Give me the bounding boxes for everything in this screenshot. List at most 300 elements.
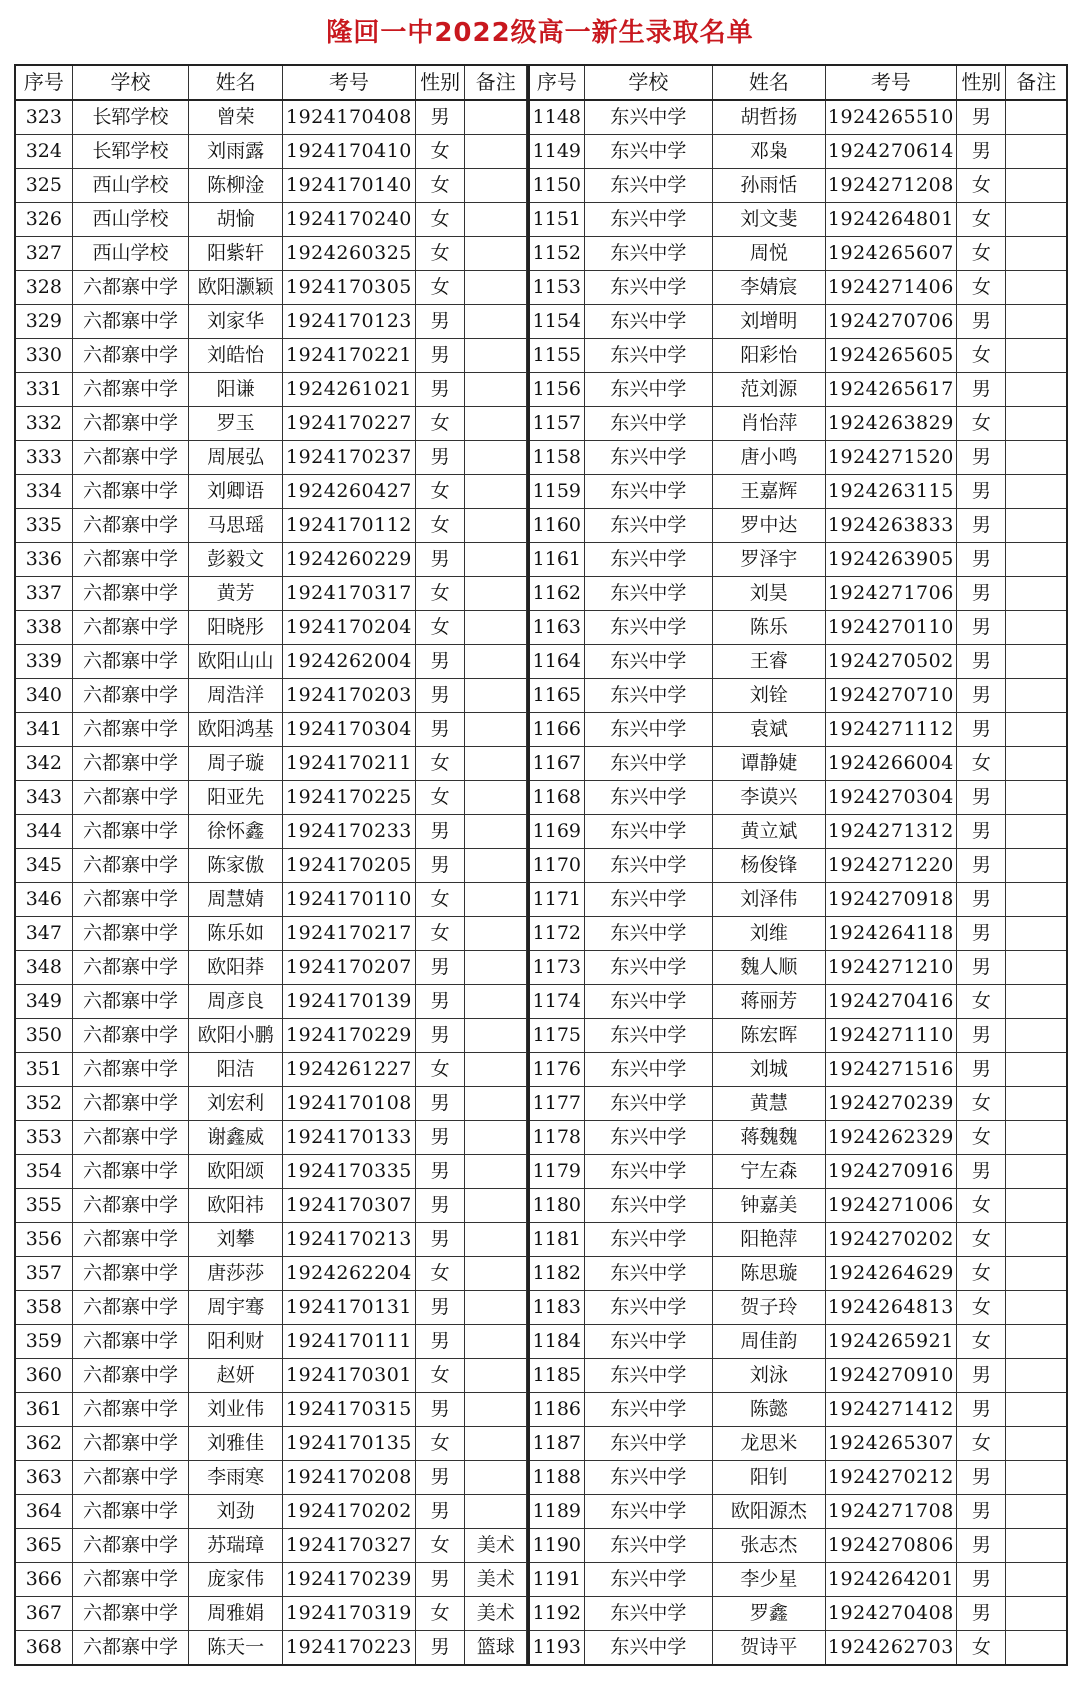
table-row — [529, 645, 1068, 679]
cell-school: 六都寨中学 — [72, 815, 189, 849]
cell-school: 六都寨中学 — [72, 1189, 189, 1223]
table-row — [529, 543, 1068, 577]
cell-index: 359 — [15, 1325, 72, 1359]
table-body-left — [15, 100, 527, 1665]
cell-school: 六都寨中学 — [72, 475, 189, 509]
cell-exam-number: 1924263905 — [825, 543, 957, 577]
cell-school: 东兴中学 — [584, 441, 712, 475]
cell-name: 李谟兴 — [713, 781, 825, 815]
cell-gender: 男 — [957, 713, 1006, 747]
table-row — [15, 1359, 527, 1393]
cell-school: 六都寨中学 — [72, 985, 189, 1019]
cell-remark — [465, 543, 527, 577]
cell-remark — [1006, 543, 1067, 577]
cell-gender: 男 — [415, 1291, 465, 1325]
cell-name: 周佳韵 — [713, 1325, 825, 1359]
cell-index: 1183 — [529, 1291, 585, 1325]
cell-school: 东兴中学 — [584, 407, 712, 441]
cell-name: 陈思璇 — [713, 1257, 825, 1291]
cell-exam-number: 1924262703 — [825, 1631, 957, 1666]
cell-index: 1175 — [529, 1019, 585, 1053]
cell-gender: 女 — [415, 611, 465, 645]
cell-gender: 女 — [415, 407, 465, 441]
cell-exam-number: 1924170123 — [283, 305, 416, 339]
cell-name: 周宇骞 — [189, 1291, 283, 1325]
cell-name: 陈乐如 — [189, 917, 283, 951]
cell-gender: 女 — [415, 237, 465, 271]
column-header-index: 序号 — [15, 65, 72, 100]
cell-gender: 男 — [957, 135, 1006, 169]
cell-gender: 男 — [415, 985, 465, 1019]
cell-exam-number: 1924170108 — [283, 1087, 416, 1121]
cell-index: 324 — [15, 135, 72, 169]
cell-index: 1167 — [529, 747, 585, 781]
cell-exam-number: 1924270239 — [825, 1087, 957, 1121]
cell-name: 袁斌 — [713, 713, 825, 747]
table-row — [15, 1223, 527, 1257]
cell-remark — [465, 985, 527, 1019]
cell-school: 东兴中学 — [584, 509, 712, 543]
cell-gender: 男 — [957, 509, 1006, 543]
cell-school: 东兴中学 — [584, 237, 712, 271]
cell-exam-number: 1924271312 — [825, 815, 957, 849]
cell-school: 六都寨中学 — [72, 1359, 189, 1393]
cell-exam-number: 1924170233 — [283, 815, 416, 849]
cell-gender: 男 — [957, 475, 1006, 509]
table-row — [15, 1427, 527, 1461]
cell-remark — [465, 849, 527, 883]
cell-remark: 美术 — [465, 1529, 527, 1563]
cell-name: 黄芳 — [189, 577, 283, 611]
cell-index: 1186 — [529, 1393, 585, 1427]
table-row — [15, 1189, 527, 1223]
cell-name: 阳利财 — [189, 1325, 283, 1359]
cell-remark — [1006, 747, 1067, 781]
table-row — [529, 1325, 1068, 1359]
cell-gender: 男 — [957, 373, 1006, 407]
cell-name: 欧阳源杰 — [713, 1495, 825, 1529]
table-row — [15, 1529, 527, 1563]
cell-index: 364 — [15, 1495, 72, 1529]
table-row — [529, 1087, 1068, 1121]
cell-name: 刘泽伟 — [713, 883, 825, 917]
cell-school: 东兴中学 — [584, 1155, 712, 1189]
cell-exam-number: 1924270910 — [825, 1359, 957, 1393]
cell-exam-number: 1924170335 — [283, 1155, 416, 1189]
cell-gender: 男 — [415, 679, 465, 713]
cell-remark — [1006, 849, 1067, 883]
cell-name: 周子璇 — [189, 747, 283, 781]
cell-exam-number: 1924265307 — [825, 1427, 957, 1461]
cell-school: 东兴中学 — [584, 951, 712, 985]
cell-name: 陈天一 — [189, 1631, 283, 1666]
cell-gender: 女 — [415, 577, 465, 611]
cell-name: 刘城 — [713, 1053, 825, 1087]
cell-exam-number: 1924266004 — [825, 747, 957, 781]
cell-index: 361 — [15, 1393, 72, 1427]
cell-index: 1189 — [529, 1495, 585, 1529]
cell-remark — [465, 781, 527, 815]
table-row — [529, 373, 1068, 407]
cell-remark — [1006, 237, 1067, 271]
cell-gender: 女 — [957, 1631, 1006, 1666]
cell-index: 1168 — [529, 781, 585, 815]
cell-school: 东兴中学 — [584, 1563, 712, 1597]
cell-index: 1180 — [529, 1189, 585, 1223]
cell-school: 六都寨中学 — [72, 611, 189, 645]
cell-name: 阳谦 — [189, 373, 283, 407]
table-row — [15, 305, 527, 339]
cell-name: 刘雅佳 — [189, 1427, 283, 1461]
cell-gender: 男 — [415, 713, 465, 747]
cell-name: 杨俊锋 — [713, 849, 825, 883]
cell-name: 徐怀鑫 — [189, 815, 283, 849]
cell-school: 六都寨中学 — [72, 1529, 189, 1563]
cell-remark — [1006, 1019, 1067, 1053]
cell-remark — [465, 1495, 527, 1529]
cell-gender: 男 — [957, 1461, 1006, 1495]
column-header-remark: 备注 — [1006, 65, 1067, 100]
cell-exam-number: 1924270202 — [825, 1223, 957, 1257]
cell-index: 365 — [15, 1529, 72, 1563]
cell-name: 唐小鸣 — [713, 441, 825, 475]
cell-remark — [465, 611, 527, 645]
cell-gender: 男 — [957, 781, 1006, 815]
cell-exam-number: 1924170304 — [283, 713, 416, 747]
cell-school: 六都寨中学 — [72, 1019, 189, 1053]
cell-exam-number: 1924170204 — [283, 611, 416, 645]
cell-name: 范刘源 — [713, 373, 825, 407]
cell-gender: 男 — [415, 1121, 465, 1155]
cell-remark — [465, 441, 527, 475]
cell-school: 东兴中学 — [584, 611, 712, 645]
cell-school: 东兴中学 — [584, 271, 712, 305]
cell-name: 胡愉 — [189, 203, 283, 237]
cell-remark — [1006, 203, 1067, 237]
cell-exam-number: 1924170217 — [283, 917, 416, 951]
cell-remark — [465, 679, 527, 713]
cell-name: 罗中达 — [713, 509, 825, 543]
table-row — [529, 1529, 1068, 1563]
cell-index: 336 — [15, 543, 72, 577]
cell-remark — [1006, 1563, 1067, 1597]
cell-index: 1190 — [529, 1529, 585, 1563]
cell-exam-number: 1924170227 — [283, 407, 416, 441]
cell-school: 东兴中学 — [584, 1019, 712, 1053]
table-header-row — [15, 65, 527, 100]
cell-gender: 男 — [957, 1529, 1006, 1563]
cell-school: 东兴中学 — [584, 1121, 712, 1155]
table-header-row — [529, 65, 1068, 100]
cell-remark: 篮球 — [465, 1631, 527, 1666]
table-row — [529, 917, 1068, 951]
cell-remark — [1006, 1189, 1067, 1223]
cell-index: 360 — [15, 1359, 72, 1393]
cell-name: 罗玉 — [189, 407, 283, 441]
cell-exam-number: 1924170319 — [283, 1597, 416, 1631]
tables-container — [14, 64, 1068, 1675]
cell-gender: 男 — [957, 1495, 1006, 1529]
cell-gender: 男 — [957, 917, 1006, 951]
cell-school: 东兴中学 — [584, 135, 712, 169]
cell-index: 339 — [15, 645, 72, 679]
table-row — [529, 237, 1068, 271]
table-row — [15, 679, 527, 713]
cell-exam-number: 1924271406 — [825, 271, 957, 305]
cell-school: 东兴中学 — [584, 100, 712, 135]
cell-gender: 男 — [957, 1053, 1006, 1087]
cell-index: 325 — [15, 169, 72, 203]
cell-name: 阳彩怡 — [713, 339, 825, 373]
cell-exam-number: 1924262004 — [283, 645, 416, 679]
cell-remark — [465, 237, 527, 271]
cell-gender: 女 — [957, 203, 1006, 237]
cell-school: 六都寨中学 — [72, 305, 189, 339]
table-row — [15, 169, 527, 203]
cell-remark — [465, 339, 527, 373]
admission-table-right — [527, 64, 1068, 1666]
cell-exam-number: 1924270710 — [825, 679, 957, 713]
cell-remark — [465, 1257, 527, 1291]
cell-name: 李少星 — [713, 1563, 825, 1597]
cell-name: 孙雨恬 — [713, 169, 825, 203]
cell-exam-number: 1924170327 — [283, 1529, 416, 1563]
cell-name: 蒋丽芳 — [713, 985, 825, 1019]
table-row — [15, 509, 527, 543]
table-row — [15, 203, 527, 237]
cell-remark — [1006, 883, 1067, 917]
cell-index: 335 — [15, 509, 72, 543]
cell-index: 1160 — [529, 509, 585, 543]
cell-name: 欧阳颂 — [189, 1155, 283, 1189]
cell-name: 曾荣 — [189, 100, 283, 135]
cell-gender: 男 — [957, 100, 1006, 135]
cell-school: 六都寨中学 — [72, 883, 189, 917]
cell-name: 刘宏利 — [189, 1087, 283, 1121]
cell-school: 六都寨中学 — [72, 1563, 189, 1597]
cell-index: 362 — [15, 1427, 72, 1461]
table-row — [15, 1053, 527, 1087]
cell-name: 马思瑶 — [189, 509, 283, 543]
cell-exam-number: 1924270212 — [825, 1461, 957, 1495]
cell-index: 367 — [15, 1597, 72, 1631]
table-row — [529, 441, 1068, 475]
cell-school: 东兴中学 — [584, 475, 712, 509]
cell-exam-number: 1924261227 — [283, 1053, 416, 1087]
cell-gender: 男 — [415, 951, 465, 985]
cell-gender: 女 — [415, 509, 465, 543]
cell-remark — [465, 509, 527, 543]
cell-exam-number: 1924170205 — [283, 849, 416, 883]
cell-school: 东兴中学 — [584, 543, 712, 577]
cell-gender: 女 — [415, 271, 465, 305]
cell-school: 东兴中学 — [584, 679, 712, 713]
column-header-index: 序号 — [529, 65, 585, 100]
cell-name: 欧阳莽 — [189, 951, 283, 985]
cell-exam-number: 1924271210 — [825, 951, 957, 985]
cell-index: 343 — [15, 781, 72, 815]
cell-name: 谭静婕 — [713, 747, 825, 781]
cell-exam-number: 1924170240 — [283, 203, 416, 237]
table-row — [529, 1121, 1068, 1155]
cell-school: 六都寨中学 — [72, 951, 189, 985]
cell-index: 1149 — [529, 135, 585, 169]
cell-gender: 女 — [957, 1325, 1006, 1359]
cell-name: 彭毅文 — [189, 543, 283, 577]
cell-index: 1148 — [529, 100, 585, 135]
cell-school: 西山学校 — [72, 169, 189, 203]
cell-remark: 美术 — [465, 1597, 527, 1631]
cell-name: 苏瑞璋 — [189, 1529, 283, 1563]
cell-exam-number: 1924170315 — [283, 1393, 416, 1427]
table-row — [529, 1053, 1068, 1087]
cell-gender: 男 — [415, 1155, 465, 1189]
cell-gender: 女 — [957, 1427, 1006, 1461]
cell-school: 东兴中学 — [584, 305, 712, 339]
table-row — [15, 1087, 527, 1121]
cell-gender: 男 — [957, 1563, 1006, 1597]
cell-school: 六都寨中学 — [72, 1631, 189, 1666]
table-row — [529, 1393, 1068, 1427]
cell-exam-number: 1924271220 — [825, 849, 957, 883]
cell-name: 贺诗平 — [713, 1631, 825, 1666]
cell-exam-number: 1924170133 — [283, 1121, 416, 1155]
cell-gender: 男 — [415, 1189, 465, 1223]
column-header-school: 学校 — [584, 65, 712, 100]
cell-remark — [1006, 305, 1067, 339]
table-row — [529, 883, 1068, 917]
cell-remark — [1006, 1427, 1067, 1461]
cell-name: 刘卿语 — [189, 475, 283, 509]
cell-gender: 男 — [957, 951, 1006, 985]
cell-name: 阳钊 — [713, 1461, 825, 1495]
cell-school: 六都寨中学 — [72, 781, 189, 815]
cell-gender: 男 — [415, 1393, 465, 1427]
cell-exam-number: 1924265605 — [825, 339, 957, 373]
table-row — [529, 1155, 1068, 1189]
cell-school: 东兴中学 — [584, 1393, 712, 1427]
cell-exam-number: 1924170203 — [283, 679, 416, 713]
cell-exam-number: 1924262204 — [283, 1257, 416, 1291]
cell-school: 六都寨中学 — [72, 373, 189, 407]
cell-index: 1153 — [529, 271, 585, 305]
cell-index: 1157 — [529, 407, 585, 441]
cell-name: 刘业伟 — [189, 1393, 283, 1427]
cell-remark — [1006, 1495, 1067, 1529]
cell-exam-number: 1924170225 — [283, 781, 416, 815]
table-row — [15, 1155, 527, 1189]
cell-gender: 男 — [957, 1359, 1006, 1393]
cell-gender: 男 — [415, 645, 465, 679]
table-row — [529, 1631, 1068, 1666]
cell-index: 1174 — [529, 985, 585, 1019]
cell-index: 349 — [15, 985, 72, 1019]
cell-remark — [465, 1155, 527, 1189]
cell-index: 1162 — [529, 577, 585, 611]
table-row — [15, 1325, 527, 1359]
cell-remark — [465, 1359, 527, 1393]
table-row — [529, 305, 1068, 339]
cell-name: 周浩洋 — [189, 679, 283, 713]
cell-name: 阳洁 — [189, 1053, 283, 1087]
cell-index: 328 — [15, 271, 72, 305]
cell-index: 1176 — [529, 1053, 585, 1087]
cell-remark — [1006, 271, 1067, 305]
cell-school: 东兴中学 — [584, 1461, 712, 1495]
cell-school: 六都寨中学 — [72, 1155, 189, 1189]
cell-name: 陈懿 — [713, 1393, 825, 1427]
cell-school: 六都寨中学 — [72, 1087, 189, 1121]
table-row — [15, 815, 527, 849]
cell-school: 东兴中学 — [584, 1053, 712, 1087]
cell-school: 东兴中学 — [584, 373, 712, 407]
cell-name: 刘增明 — [713, 305, 825, 339]
cell-gender: 男 — [415, 1223, 465, 1257]
cell-remark — [465, 1393, 527, 1427]
table-row — [15, 849, 527, 883]
table-row — [529, 509, 1068, 543]
cell-index: 338 — [15, 611, 72, 645]
cell-gender: 女 — [957, 407, 1006, 441]
cell-remark — [1006, 951, 1067, 985]
cell-name: 黄立斌 — [713, 815, 825, 849]
cell-remark — [1006, 1257, 1067, 1291]
cell-school: 六都寨中学 — [72, 1053, 189, 1087]
cell-exam-number: 1924271208 — [825, 169, 957, 203]
cell-exam-number: 1924170317 — [283, 577, 416, 611]
cell-exam-number: 1924170111 — [283, 1325, 416, 1359]
cell-school: 东兴中学 — [584, 1495, 712, 1529]
cell-gender: 女 — [957, 237, 1006, 271]
cell-remark — [465, 1121, 527, 1155]
cell-exam-number: 1924170208 — [283, 1461, 416, 1495]
cell-gender: 男 — [415, 100, 465, 135]
table-row — [15, 917, 527, 951]
cell-index: 350 — [15, 1019, 72, 1053]
cell-index: 327 — [15, 237, 72, 271]
column-header-name: 姓名 — [189, 65, 283, 100]
cell-school: 东兴中学 — [584, 339, 712, 373]
cell-name: 刘攀 — [189, 1223, 283, 1257]
cell-gender: 女 — [957, 1087, 1006, 1121]
cell-remark — [465, 1427, 527, 1461]
cell-gender: 女 — [957, 1257, 1006, 1291]
cell-gender: 男 — [957, 305, 1006, 339]
cell-remark — [1006, 339, 1067, 373]
cell-gender: 男 — [957, 611, 1006, 645]
cell-exam-number: 1924271412 — [825, 1393, 957, 1427]
cell-school: 西山学校 — [72, 203, 189, 237]
cell-name: 周雅娟 — [189, 1597, 283, 1631]
cell-gender: 女 — [415, 1359, 465, 1393]
cell-remark — [465, 271, 527, 305]
cell-remark — [1006, 1631, 1067, 1666]
cell-index: 344 — [15, 815, 72, 849]
cell-exam-number: 1924262329 — [825, 1121, 957, 1155]
cell-school: 东兴中学 — [584, 1189, 712, 1223]
cell-index: 1184 — [529, 1325, 585, 1359]
cell-name: 陈乐 — [713, 611, 825, 645]
cell-gender: 女 — [415, 781, 465, 815]
cell-gender: 女 — [957, 1121, 1006, 1155]
cell-index: 346 — [15, 883, 72, 917]
cell-gender: 女 — [415, 747, 465, 781]
cell-gender: 女 — [415, 1053, 465, 1087]
cell-exam-number: 1924170140 — [283, 169, 416, 203]
table-row — [15, 1291, 527, 1325]
cell-name: 贺子玲 — [713, 1291, 825, 1325]
cell-name: 阳紫轩 — [189, 237, 283, 271]
